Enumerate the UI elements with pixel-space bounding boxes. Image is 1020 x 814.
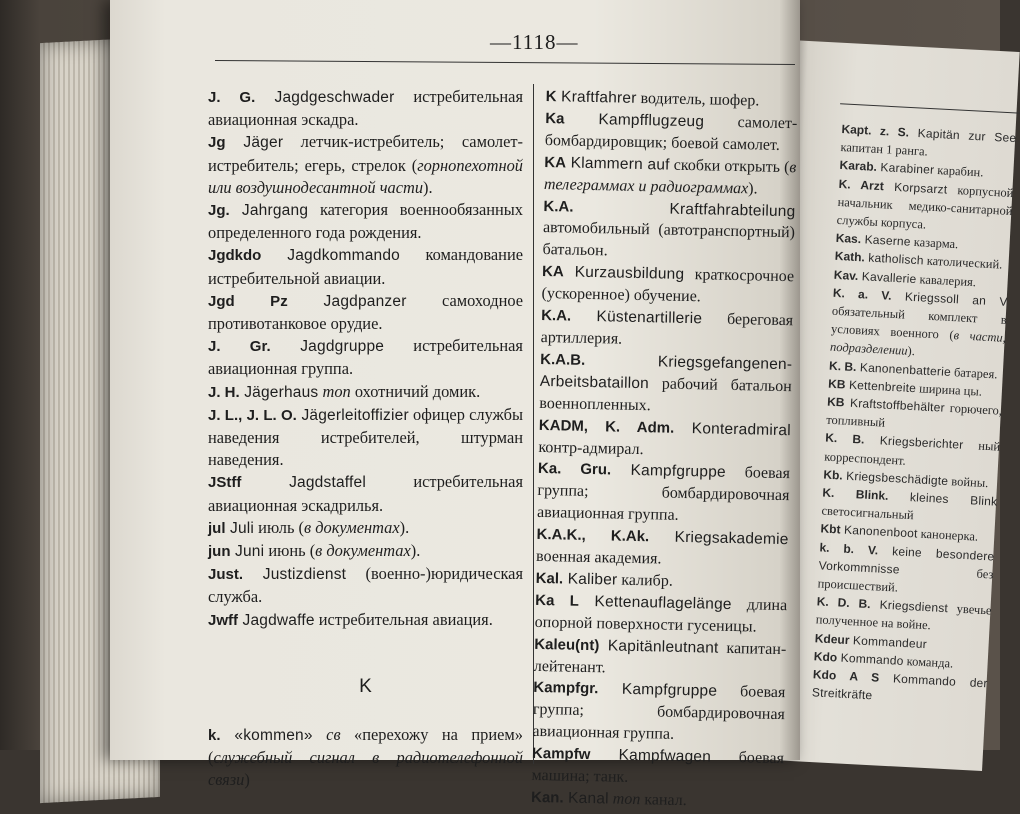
entry-translation: боевая группа; бомбардировочная авиационная группа.	[536, 464, 791, 525]
entry-translation: калибр.	[617, 571, 673, 590]
entry-german-term: Kommando	[836, 650, 904, 668]
entry-german-term: keine besondere Vorkommnisse	[818, 543, 995, 577]
entry-german-term: Kapitänleutnant	[599, 636, 719, 657]
entry-abbreviation: Ka L	[535, 591, 580, 610]
page-number: —1118—	[490, 30, 579, 54]
entry-translation: автомобильный (автотранспортный) батальон.	[542, 219, 796, 260]
dictionary-entry	[208, 609, 523, 632]
entry-abbreviation: K. D. B.	[816, 594, 871, 612]
entry-translation: ).	[423, 177, 433, 197]
entry-translation: длина опорной поверхности гусеницы.	[534, 595, 788, 636]
entry-abbreviation: Kan.	[530, 788, 564, 807]
entry-german-term: Kriegsgefangenen-Arbeitsbataillon	[539, 351, 793, 393]
entry-abbreviation: Kaleu(nt)	[534, 635, 600, 654]
entry-abbreviation: Kampfw	[531, 745, 591, 764]
entry-note: в документах	[315, 541, 411, 561]
entry-german-term: Küstenartillerie	[571, 307, 703, 328]
entry-translation: войны.	[947, 473, 989, 491]
entry-abbreviation: K.A.	[543, 197, 574, 216]
dictionary-entry	[208, 517, 523, 540]
dictionary-entry	[531, 787, 783, 814]
dictionary-entry	[208, 335, 523, 380]
entry-abbreviation: Kdo	[813, 649, 838, 665]
entry-german-term: Kommandeur	[849, 632, 928, 651]
dictionary-entry	[208, 404, 523, 472]
dictionary-entry	[817, 538, 995, 602]
dictionary-entry	[535, 590, 788, 639]
entry-note: св	[326, 725, 341, 745]
entry-german-term: Kraftfahrer	[556, 88, 637, 107]
entry-translation: самолет-бомбардировщик; боевой самолет.	[544, 113, 798, 154]
left-entries	[208, 86, 523, 632]
dictionary-entry	[538, 415, 791, 464]
entry-translation: капитан-лейтенант.	[533, 639, 787, 676]
entry-german-term: Kampfwagen	[590, 746, 712, 766]
entry-translation: скобки открыть (	[669, 156, 790, 176]
entry-abbreviation: Jgd Pz	[208, 292, 288, 310]
entry-german-term: Juli	[225, 519, 255, 537]
entry-translation: ).	[399, 517, 410, 537]
dictionary-entry	[545, 108, 798, 157]
entry-abbreviation: KA	[544, 153, 567, 172]
entry-german-term: Kampfgruppe	[611, 461, 726, 482]
dictionary-entry	[208, 86, 523, 131]
entry-abbreviation: K.A.B.	[540, 350, 586, 369]
dictionary-entry	[540, 305, 793, 354]
entry-german-term: Kriegssoll an V	[891, 288, 1009, 309]
entry-note: топ	[322, 381, 351, 401]
entry-abbreviation: Jg.	[208, 202, 230, 220]
entry-german-term: Kraftfahrabteilung	[573, 198, 796, 220]
entry-translation: истребительная авиационная группа.	[208, 336, 523, 379]
entry-abbreviation: Just.	[208, 566, 244, 584]
entry-german-term: Kampfgruppe	[598, 680, 718, 701]
dictionary-entry	[539, 349, 792, 420]
dictionary-entry	[208, 540, 523, 563]
right-entries	[812, 120, 1017, 711]
dictionary-entry	[531, 743, 784, 792]
entry-abbreviation: jul	[208, 519, 226, 537]
entry-abbreviation: Kath.	[834, 249, 866, 265]
entry-abbreviation: Kav.	[833, 267, 859, 283]
dictionary-entry	[208, 563, 523, 608]
entry-german-term: Kanonenboot	[840, 522, 918, 541]
entry-translation: команда.	[903, 653, 954, 671]
dictionary-entry	[208, 131, 523, 199]
entry-translation: капитан 1 ранга.	[840, 140, 929, 159]
dictionary-entry	[208, 199, 523, 244]
entry-german-term: Kriegsakademie	[649, 528, 789, 549]
entry-translation	[313, 725, 326, 744]
entry-abbreviation: Kb.	[823, 467, 844, 483]
entry-abbreviation: jun	[208, 543, 231, 561]
entry-german-term: Klammern auf	[565, 154, 670, 174]
entry-translation: обязательный комплект в условиях военного (	[830, 303, 1008, 343]
entry-german-term: Kavallerie	[857, 268, 917, 286]
entry-translation: корпусной начальник медико-санитарной службы корпуса.	[836, 182, 1014, 232]
entry-german-term: Kurzausbildung	[563, 263, 685, 284]
entry-german-term: Jagdstaffel	[241, 474, 366, 492]
entry-translation: (военно-)юридическая служба.	[208, 564, 523, 607]
entry-abbreviation: Kbt	[820, 521, 841, 537]
entry-german-term: Kampfflugzeug	[564, 110, 705, 131]
entry-german-term: Kommando der Streitkräfte	[811, 670, 989, 703]
entry-abbreviation: J. G.	[208, 89, 256, 106]
dictionary-entry	[208, 290, 523, 335]
entry-abbreviation: KA	[541, 263, 564, 281]
entry-abbreviation: K. a. V.	[832, 285, 892, 303]
entry-translation: боевая машина; танк.	[531, 748, 785, 786]
entry-translation: категория военнообязанных определенного года рождения.	[208, 200, 523, 243]
dictionary-entry	[208, 471, 523, 516]
entry-abbreviation: K. Arzt	[838, 176, 885, 193]
entry-note: в части, подразделении	[829, 328, 1007, 359]
entry-german-term: Jagdgruppe	[270, 338, 385, 356]
entry-note: горнопехотной или воздушнодесантной части	[208, 155, 523, 197]
entry-german-term: Jägerhaus	[239, 383, 319, 401]
right-column	[812, 120, 1017, 711]
entry-translation: боевая группа; бомбардировочная авиационная группа.	[532, 683, 786, 744]
entry-translation: истребительная авиационная эскадра.	[208, 87, 523, 130]
entry-german-term: katholisch	[864, 250, 925, 268]
entry-translation: ширина цы.	[915, 381, 983, 399]
entry-translation: краткосрочное (ускоренное) обучение.	[541, 266, 795, 306]
entry-abbreviation: k. b. V.	[819, 540, 879, 558]
entry-german-term: Jägerleitoffizier	[296, 406, 409, 424]
entry-translation: казарма.	[910, 234, 959, 252]
entry-translation: канал.	[640, 791, 687, 810]
entry-translation: ).	[410, 541, 421, 561]
entry-german-term: Konteradmiral	[674, 419, 792, 439]
entry-translation: военная академия.	[535, 547, 662, 568]
entry-abbreviation: JStff	[208, 474, 242, 492]
entry-german-term: Jagdpanzer	[287, 292, 407, 310]
entry-translation: горючего, топливный	[825, 400, 1003, 430]
dictionary-entry	[534, 634, 787, 683]
entry-translation: ).	[748, 179, 758, 198]
entry-german-term: Kettenauflagelänge	[578, 592, 732, 613]
entry-translation: водитель, шофер.	[636, 89, 760, 110]
dictionary-entry	[208, 381, 523, 404]
entry-translation: кавалерия.	[916, 271, 977, 289]
entry-translation: июнь (	[264, 541, 316, 561]
entry-abbreviation: K. Blink.	[822, 485, 889, 503]
entry-abbreviation: K.A.K., K.Ak.	[536, 526, 650, 546]
after-letter-entries	[208, 724, 523, 792]
entry-translation: ный корреспондент.	[824, 438, 1001, 468]
entry-note: служебный сигнал в радиотелефонной связи	[208, 748, 523, 790]
entry-abbreviation: Kal.	[535, 569, 564, 588]
entry-translation: истребительная авиационная эскадрилья.	[208, 472, 523, 515]
entry-note: в документах	[304, 517, 400, 537]
entry-abbreviation: Jg	[208, 134, 226, 152]
entry-translation: охотничий домик.	[350, 381, 481, 401]
dictionary-entry	[541, 261, 794, 310]
entry-translation: без происшествий.	[817, 562, 994, 595]
entry-abbreviation: Kdo A S	[812, 667, 880, 685]
entry-abbreviation: Karab.	[839, 158, 878, 175]
entry-translation: канонерка.	[917, 527, 979, 545]
entry-german-term: Jagdkommando	[261, 247, 400, 265]
entry-german-term: Jahrgang	[229, 202, 309, 220]
dictionary-entry	[836, 175, 1014, 239]
entry-translation: контр-адмирал.	[538, 438, 644, 458]
entry-translation: береговая артиллерия.	[540, 310, 794, 348]
dictionary-entry	[208, 244, 523, 289]
entry-translation: летчик-истребитель; самолет-истребитель; егерь, стрелок (	[208, 132, 524, 175]
entry-german-term: Jäger	[225, 134, 284, 152]
entry-translation: офицер службы наведения истребителей, штурман наведения.	[208, 404, 524, 470]
entry-abbreviation: K. B.	[828, 358, 857, 374]
middle-entries	[531, 86, 798, 814]
entry-german-term: Kapitän zur See	[908, 125, 1017, 146]
dictionary-entry	[532, 677, 785, 748]
entry-abbreviation: KB	[827, 376, 846, 392]
dictionary-entry	[537, 458, 790, 529]
entry-translation: самоходное противотанковое орудие.	[208, 290, 524, 334]
entry-abbreviation: K	[545, 87, 557, 106]
dictionary-entry	[542, 196, 795, 267]
entry-german-term: Kriegsbeschädigte	[842, 468, 949, 488]
entry-german-term: Korpsarzt	[883, 178, 948, 197]
entry-abbreviation: Kapt. z. S.	[841, 121, 910, 140]
middle-column	[531, 86, 798, 814]
entry-abbreviation: J. L., J. L. O.	[208, 406, 297, 424]
entry-german-term: «kommen»	[220, 727, 313, 745]
dictionary-entry	[536, 524, 789, 573]
entry-abbreviation: J. H.	[208, 383, 240, 401]
entry-german-term: Kriegsberichter	[864, 433, 964, 453]
entry-translation: )	[244, 770, 250, 790]
entry-abbreviation: Ka. Gru.	[537, 460, 612, 479]
entry-translation: командование истребительной авиации.	[208, 245, 523, 288]
entry-abbreviation: Kas.	[835, 231, 862, 247]
entry-translation: истребительная авиация.	[314, 609, 493, 629]
dictionary-entry	[544, 152, 797, 201]
entry-german-term: Kriegsdienst	[870, 597, 949, 616]
entry-german-term: kleines Blink	[888, 489, 998, 509]
entry-translation: католический.	[923, 253, 1003, 273]
left-column	[208, 86, 523, 792]
entry-abbreviation: Ka	[545, 109, 565, 128]
entry-note: топ	[612, 790, 641, 809]
entry-german-term: Kraftstoffbehälter	[844, 395, 946, 415]
entry-translation: июль (	[254, 517, 304, 537]
entry-abbreviation: Kampfgr.	[533, 679, 599, 698]
entry-abbreviation: K. B.	[824, 431, 865, 448]
entry-translation: ).	[907, 344, 916, 359]
entry-german-term: Kaliber	[563, 570, 618, 589]
entry-translation: светосигнальный	[821, 503, 914, 523]
entry-german-term: Jagdgeschwader	[255, 89, 395, 106]
entry-german-term: Jagdwaffe	[238, 611, 315, 629]
entry-note: в телеграммах и радиограммах	[543, 158, 797, 197]
entry-german-term: Kaserne	[860, 232, 912, 249]
section-letter: K	[359, 675, 372, 697]
entry-abbreviation: K.A.	[541, 307, 572, 325]
entry-translation: батарея.	[950, 364, 998, 382]
entry-german-term: Kanal	[563, 789, 609, 808]
entry-german-term: Karabiner	[876, 160, 935, 178]
entry-translation: «перехожу на прием» (	[208, 725, 523, 768]
entry-translation: карабин.	[933, 163, 984, 180]
entry-abbreviation: KADM, K. Adm.	[538, 416, 675, 437]
entry-abbreviation: Jgdkdo	[208, 247, 262, 265]
entry-german-term: Juni	[230, 543, 265, 561]
entry-german-term: Kettenbreite	[845, 377, 917, 396]
entry-translation: увечье полученное на войне.	[815, 601, 992, 633]
entry-abbreviation: Kdeur	[814, 630, 850, 647]
entry-abbreviation: k.	[208, 727, 221, 745]
dictionary-entry	[208, 724, 523, 792]
entry-abbreviation: J. Gr.	[208, 338, 271, 356]
entry-translation: рабочий батальон военнопленных.	[539, 375, 792, 414]
entry-german-term: Justizdienst	[243, 566, 347, 584]
dictionary-entry	[830, 284, 1009, 366]
entry-abbreviation: Jwff	[208, 611, 238, 629]
entry-german-term: Kanonenbatterie	[856, 359, 952, 379]
entry-abbreviation: KB	[826, 394, 845, 410]
